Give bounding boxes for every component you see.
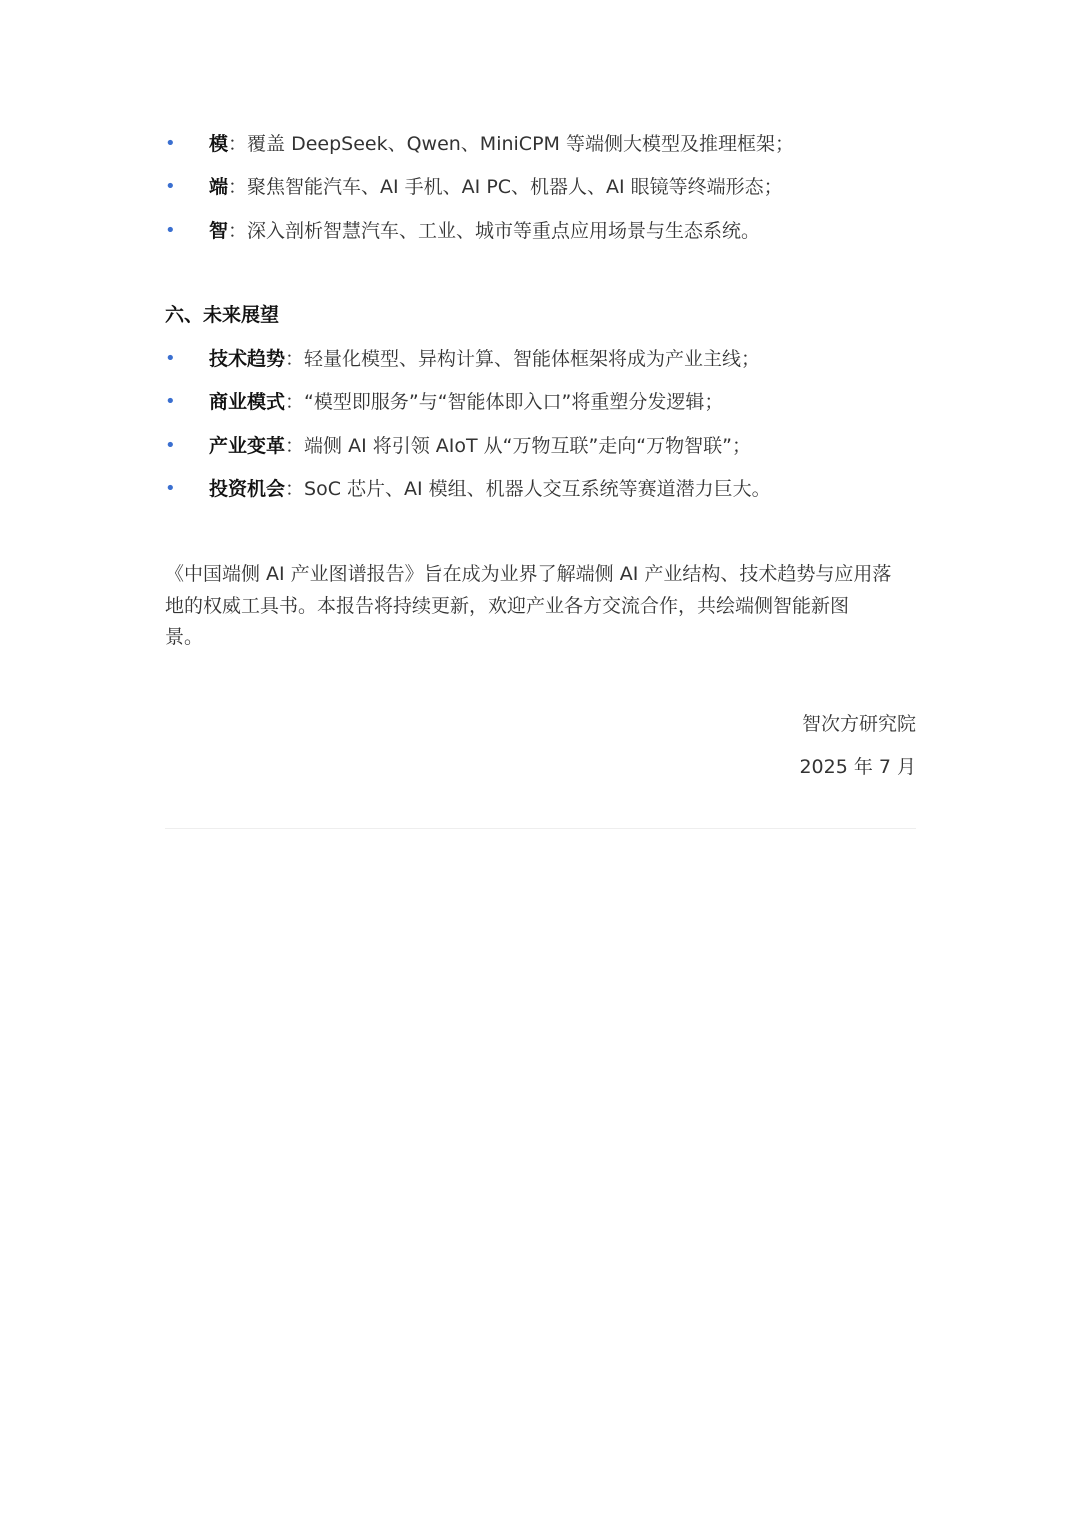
bullet-icon: • — [165, 391, 176, 412]
signature: 智次方研究院 — [801, 713, 916, 735]
item-separator: ： — [228, 176, 248, 198]
item-label: 技术趋势 — [209, 348, 286, 370]
item-text: “模型即服务”与“智能体即入口”将重塑分发逻辑； — [304, 391, 724, 413]
item-separator: ： — [228, 133, 248, 155]
date: 2025 年 7 月 — [799, 756, 916, 778]
item-separator: ： — [285, 478, 305, 500]
item-label: 模 — [209, 133, 229, 155]
item-text: 端侧 AI 将引领 AIoT 从“万物互联”走向“万物智联”； — [304, 435, 751, 457]
bullet-icon: • — [165, 348, 176, 369]
bullet-icon: • — [165, 133, 176, 154]
divider — [165, 828, 916, 829]
paragraph-line: 景。 — [165, 626, 204, 648]
item-label: 商业模式 — [209, 391, 286, 413]
bullet-icon: • — [165, 220, 176, 241]
item-text: 覆盖 DeepSeek、Qwen、MiniCPM 等端侧大模型及推理框架； — [247, 133, 794, 155]
section-heading: 六、未来展望 — [165, 304, 280, 326]
paragraph-line: 地的权威工具书。本报告将持续更新，欢迎产业各方交流合作，共绘端侧智能新图 — [165, 594, 850, 617]
bullet-icon: • — [165, 176, 176, 197]
item-label: 智 — [209, 220, 229, 242]
item-text: 聚焦智能汽车、AI 手机、AI PC、机器人、AI 眼镜等终端形态； — [247, 176, 783, 198]
item-text: SoC 芯片、AI 模组、机器人交互系统等赛道潜力巨大。 — [304, 478, 771, 500]
item-label: 产业变革 — [209, 435, 286, 457]
paragraph-line: 《中国端侧 AI 产业图谱报告》旨在成为业界了解端侧 AI 产业结构、技术趋势与应用落 — [165, 563, 892, 585]
closing-paragraph — [165, 559, 925, 654]
bullet-icon: • — [165, 435, 176, 456]
item-separator: ： — [285, 435, 305, 457]
bullet-icon: • — [165, 478, 176, 499]
item-separator: ： — [285, 391, 305, 413]
item-label: 投资机会 — [209, 478, 286, 500]
item-separator: ： — [285, 348, 305, 370]
item-label: 端 — [209, 176, 229, 198]
item-separator: ： — [228, 220, 248, 242]
item-text: 深入剖析智慧汽车、工业、城市等重点应用场景与生态系统。 — [247, 220, 761, 242]
item-text: 轻量化模型、异构计算、智能体框架将成为产业主线； — [304, 348, 761, 370]
